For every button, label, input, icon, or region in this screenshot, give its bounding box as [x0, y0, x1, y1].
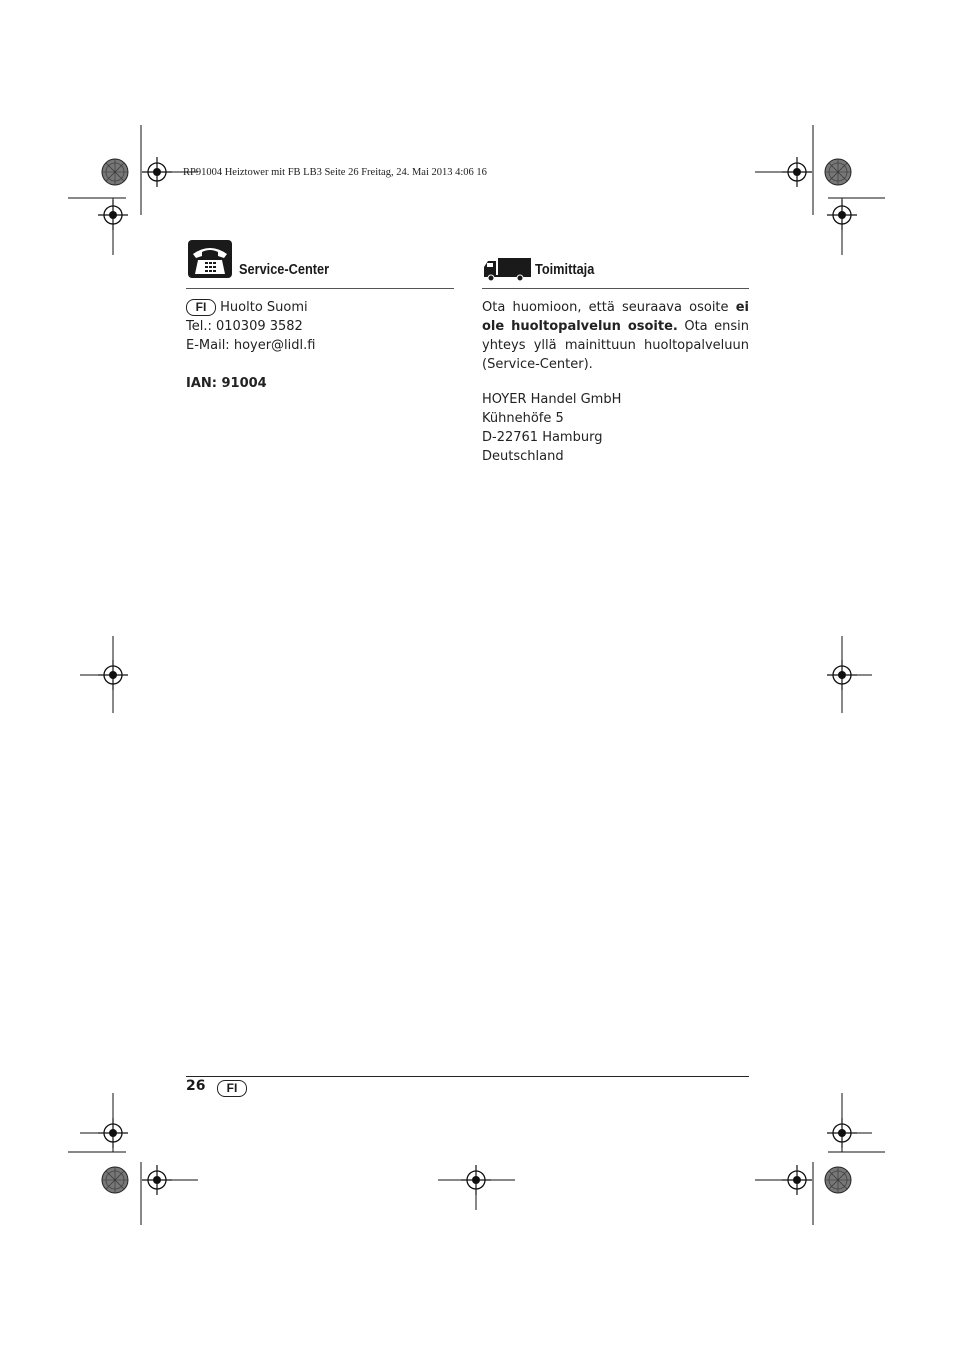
email-line: E-Mail: hoyer@lidl.fi — [186, 338, 316, 353]
address-line: HOYER Handel GmbH — [482, 392, 622, 407]
supplier-note — [482, 298, 749, 374]
note-text: Ota huomioon, että seuraava osoite — [482, 300, 736, 315]
ian-number: IAN: 91004 — [186, 376, 267, 391]
section-divider — [186, 288, 454, 289]
footer-rule — [186, 1076, 749, 1077]
telephone-icon — [186, 238, 234, 280]
footer-country — [217, 1078, 247, 1097]
truck-icon — [482, 256, 532, 282]
address-line: Kühnehöfe 5 — [482, 411, 564, 426]
note-text-rest: Ota ensin yhteys yllä mainittuun huoltopalveluun (Service-Center). — [482, 319, 749, 372]
page-number: 26 — [186, 1078, 206, 1094]
supplier-address — [482, 390, 749, 466]
print-header: RP91004 Heiztower mit FB LB3 Seite 26 Freitag, 24. Mai 2013 4:06 16 — [183, 167, 487, 178]
country-badge: FI — [186, 299, 216, 316]
supplier-title: Toimittaja — [535, 262, 595, 278]
section-divider — [482, 288, 749, 289]
service-name: Huolto Suomi — [220, 300, 308, 315]
service-center-contact — [186, 298, 454, 355]
address-line: Deutschland — [482, 449, 564, 464]
note-emphasis: ei ole huoltopalvelun osoite. — [482, 300, 749, 334]
address-line: D-22761 Hamburg — [482, 430, 603, 445]
service-center-title: Service-Center — [239, 262, 330, 278]
country-badge: FI — [217, 1080, 247, 1097]
phone-line: Tel.: 010309 3582 — [186, 319, 303, 334]
